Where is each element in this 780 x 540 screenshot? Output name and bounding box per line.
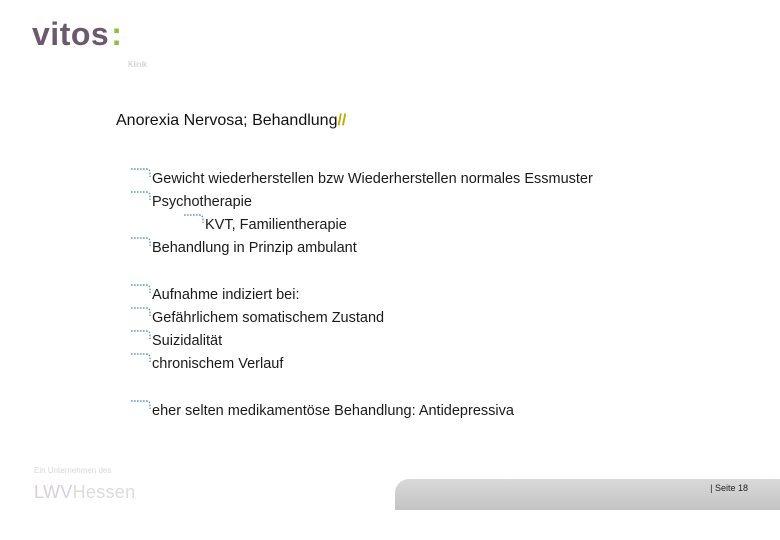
bullet-item [152, 193, 252, 211]
bullet-arrow-icon [130, 303, 152, 317]
bullet-text: Psychotherapie [152, 194, 252, 210]
bullet-arrow-icon [130, 280, 152, 294]
lwv-logo-suffix: Hessen [72, 482, 136, 502]
bullet-item [152, 309, 384, 327]
bullet-arrow-icon [130, 233, 152, 247]
title-slashes: // [337, 112, 347, 129]
vitos-logo [32, 18, 122, 50]
bullet-text: chronischem Verlauf [152, 356, 284, 372]
bullet-text: KVT, Familientherapie [205, 217, 347, 233]
bullet-item-sub [205, 216, 347, 234]
bullet-text: Behandlung in Prinzip ambulant [152, 240, 357, 256]
footer-org-tagline: Ein Unternehmen des [34, 466, 112, 475]
logo-subtext: Klinik [128, 60, 148, 69]
bullet-text: eher selten medikamentöse Behandlung: Antidepressiva [152, 403, 514, 419]
bullet-text: Aufnahme indiziert bei: [152, 287, 300, 303]
bullet-text: Gefährlichem somatischem Zustand [152, 310, 385, 326]
logo-text: vitos [32, 16, 110, 52]
bullet-item [152, 402, 514, 420]
bullet-arrow-icon [183, 210, 205, 224]
bullet-arrow-icon [130, 326, 152, 340]
bullet-arrow-icon [130, 164, 152, 178]
page-number: | Seite 18 [710, 483, 748, 493]
footer-bar [395, 479, 780, 510]
bullet-text: Gewicht wiederherstellen bzw Wiederherstellen normales Essmuster [152, 171, 593, 187]
slide-title-text: Anorexia Nervosa; Behandlung [116, 112, 338, 129]
bullet-arrow-icon [130, 349, 152, 363]
slide-title [116, 112, 346, 130]
bullet-item [152, 239, 357, 257]
bullet-item [152, 355, 283, 373]
bullet-item [152, 170, 593, 188]
bullet-arrow-icon [130, 396, 152, 410]
bullet-item [152, 332, 222, 350]
bullet-arrow-icon [130, 187, 152, 201]
bullet-item [152, 286, 300, 304]
bullet-text: Suizidalität [152, 333, 223, 349]
lwv-logo-prefix: LWV [34, 482, 73, 502]
lwv-hessen-logo [34, 482, 135, 503]
logo-dots: : [111, 16, 123, 52]
